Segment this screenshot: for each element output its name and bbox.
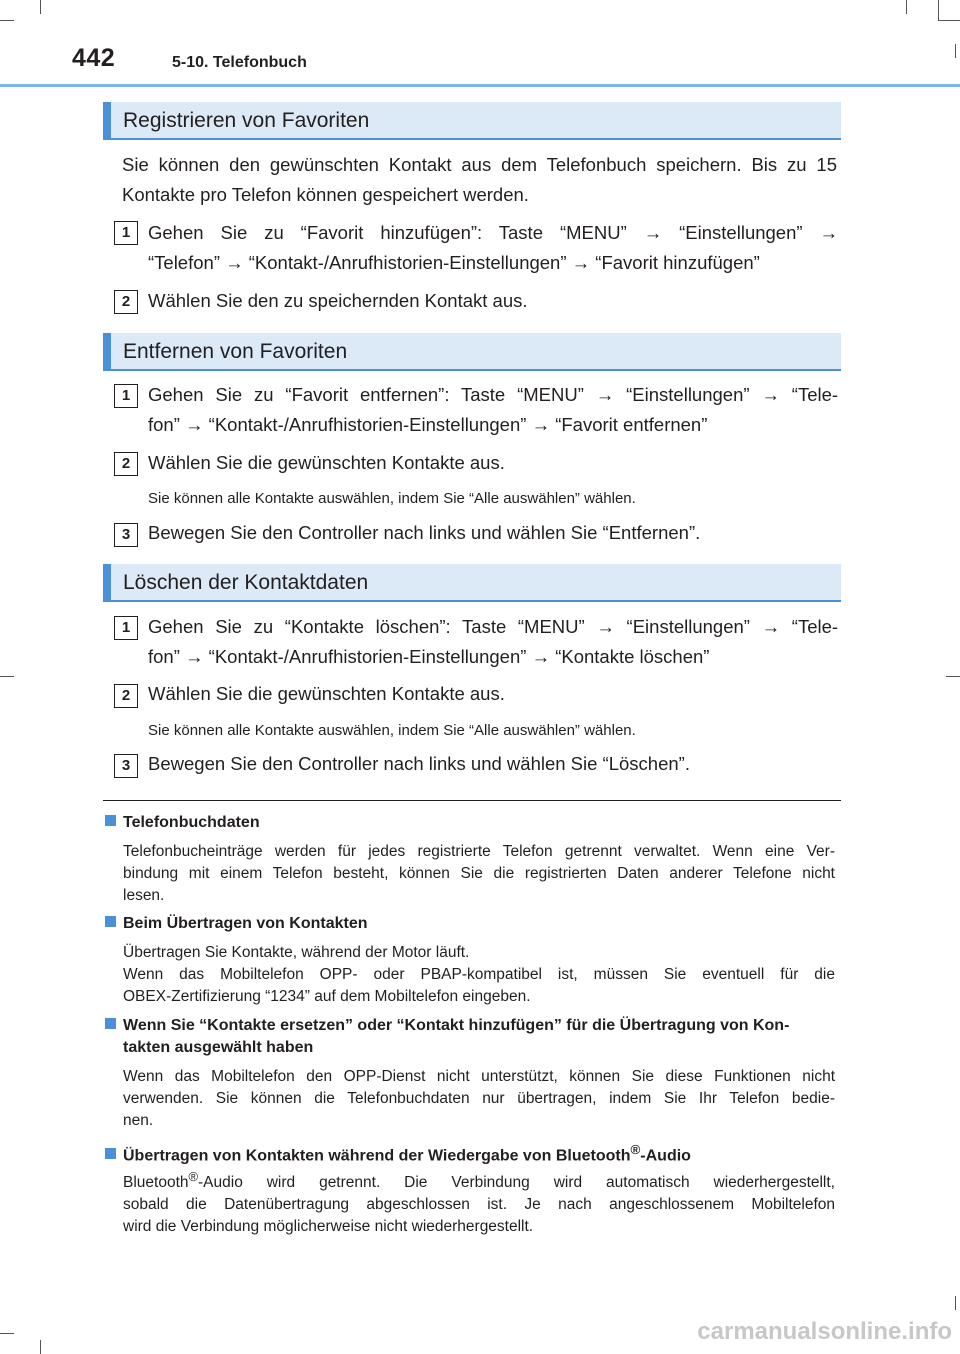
note-heading: Wenn Sie “Kontakte ersetzen” oder “Kontakt hinzufügen” für die Übertragung von Kon- takten ausgewählt haben: [105, 1015, 845, 1059]
section-heading-delete: Löschen der Kontaktdaten: [103, 564, 841, 602]
crop-mark: [955, 44, 956, 58]
crop-mark: [0, 1333, 14, 1334]
step-note: Sie können alle Kontakte auswählen, indem Sie “Alle auswählen” wählen.: [148, 490, 636, 507]
step-number: 1: [114, 616, 138, 640]
note-body: Übertragen Sie Kontakte, während der Motor läuft. Wenn das Mobiltelefon OPP- oder PBAP-kompatibel ist, müssen Sie eventuell für die OBEX-Zertifizierung “1234” auf dem Mobiltelefon eingeben.: [123, 944, 835, 1005]
section-title: 5-10. Telefonbuch: [172, 54, 307, 71]
square-bullet-icon: [105, 916, 116, 927]
note-heading: Beim Übertragen von Kontakten: [105, 913, 845, 935]
step-text: Gehen Sie zu “Kontakte löschen”: Taste “MENU” → “Einstellungen” → “Tele-: [148, 612, 838, 642]
step-number: 1: [114, 221, 138, 245]
footer-watermark: carmanualsonline.info: [697, 1318, 952, 1345]
step-text: fon” → “Kontakt-/Anrufhistorien-Einstellungen” → “Favorit entfernen”: [148, 410, 838, 440]
square-bullet-icon: [105, 1148, 116, 1159]
arrow-icon: →: [819, 222, 838, 243]
crop-mark: [0, 676, 14, 677]
step-text: Bewegen Sie den Controller nach links und wählen Sie “Löschen”.: [148, 753, 690, 774]
crop-mark: [938, 0, 939, 20]
note-body: Bluetooth®-Audio wird getrennt. Die Verbindung wird automatisch wiederhergestellt, sobald die Datenübertragung abgeschlossen ist. Je nach angeschlossenem Mobiltelefon wird die Verbindung möglicherweise nicht wiederhergestellt.: [123, 1169, 835, 1236]
section-heading-remove: Entfernen von Favoriten: [103, 333, 841, 371]
crop-mark: [0, 20, 14, 21]
note-body: Wenn das Mobiltelefon den OPP-Dienst nicht unterstützt, können Sie diese Funktionen nicht verwenden. Sie können die Telefonbuchdaten nur übertragen, indem Sie Ihr Telefon bedie- nen.: [123, 1068, 835, 1129]
arrow-icon: →: [761, 616, 781, 637]
step-text: Wählen Sie die gewünschten Kontakte aus.: [148, 452, 505, 473]
step-number: 3: [114, 754, 138, 778]
crop-mark: [955, 1296, 956, 1310]
arrow-icon: →: [761, 384, 780, 405]
section-heading-register: Registrieren von Favoriten: [103, 102, 841, 140]
step-number: 2: [114, 452, 138, 476]
step-number: 1: [114, 384, 138, 408]
step-note: Sie können alle Kontakte auswählen, indem Sie “Alle auswählen” wählen.: [148, 722, 636, 739]
step-text: fon” → “Kontakt-/Anrufhistorien-Einstellungen” → “Kontakte löschen”: [148, 642, 838, 672]
arrow-icon: →: [531, 414, 551, 435]
square-bullet-icon: [105, 1018, 116, 1029]
arrow-icon: →: [185, 646, 204, 667]
step-text: Bewegen Sie den Controller nach links und wählen Sie “Entfernen”.: [148, 522, 701, 543]
crop-mark: [40, 1340, 41, 1354]
square-bullet-icon: [105, 815, 116, 826]
step-number: 2: [114, 290, 138, 314]
crop-mark: [906, 0, 907, 14]
arrow-icon: →: [531, 646, 551, 667]
crop-mark: [946, 676, 960, 677]
step-text: Wählen Sie den zu speichernden Kontakt aus.: [148, 290, 528, 311]
step-text: Gehen Sie zu “Favorit entfernen”: Taste “MENU” → “Einstellungen” → “Tele-: [148, 380, 838, 410]
intro-line: Kontakte pro Telefon können gespeichert werden.: [122, 184, 529, 205]
arrow-icon: →: [595, 384, 615, 405]
page-number: 442: [72, 44, 116, 72]
crop-mark: [40, 0, 41, 14]
step-number: 2: [114, 684, 138, 708]
arrow-icon: →: [185, 414, 204, 435]
note-heading: Übertragen von Kontakten während der Wiedergabe von Bluetooth®-Audio: [105, 1139, 845, 1167]
arrow-icon: →: [225, 252, 244, 273]
step-text: Gehen Sie zu “Favorit hinzufügen”: Taste “MENU” → “Einstellungen” →: [148, 218, 838, 248]
arrow-icon: →: [643, 222, 663, 243]
arrow-icon: →: [596, 616, 615, 637]
header-rule: [0, 84, 960, 87]
step-text: Wählen Sie die gewünschten Kontakte aus.: [148, 683, 505, 704]
crop-mark: [938, 20, 960, 21]
intro-line: Sie können den gewünschten Kontakt aus dem Telefonbuch speichern. Bis zu 15: [122, 154, 837, 175]
notes-divider: [103, 800, 841, 801]
step-number: 3: [114, 523, 138, 547]
step-text: “Telefon” → “Kontakt-/Anrufhistorien-Einstellungen” → “Favorit hinzufügen”: [148, 248, 838, 278]
note-heading: Telefonbuchdaten: [105, 812, 845, 834]
arrow-icon: →: [571, 252, 591, 273]
note-body: Telefonbucheinträge werden für jedes registrierte Telefon getrennt verwaltet. Wenn eine Ver- bindung mit einem Telefon besteht, können Sie die registrierten Daten anderer Telefone nicht lesen.: [123, 843, 835, 904]
